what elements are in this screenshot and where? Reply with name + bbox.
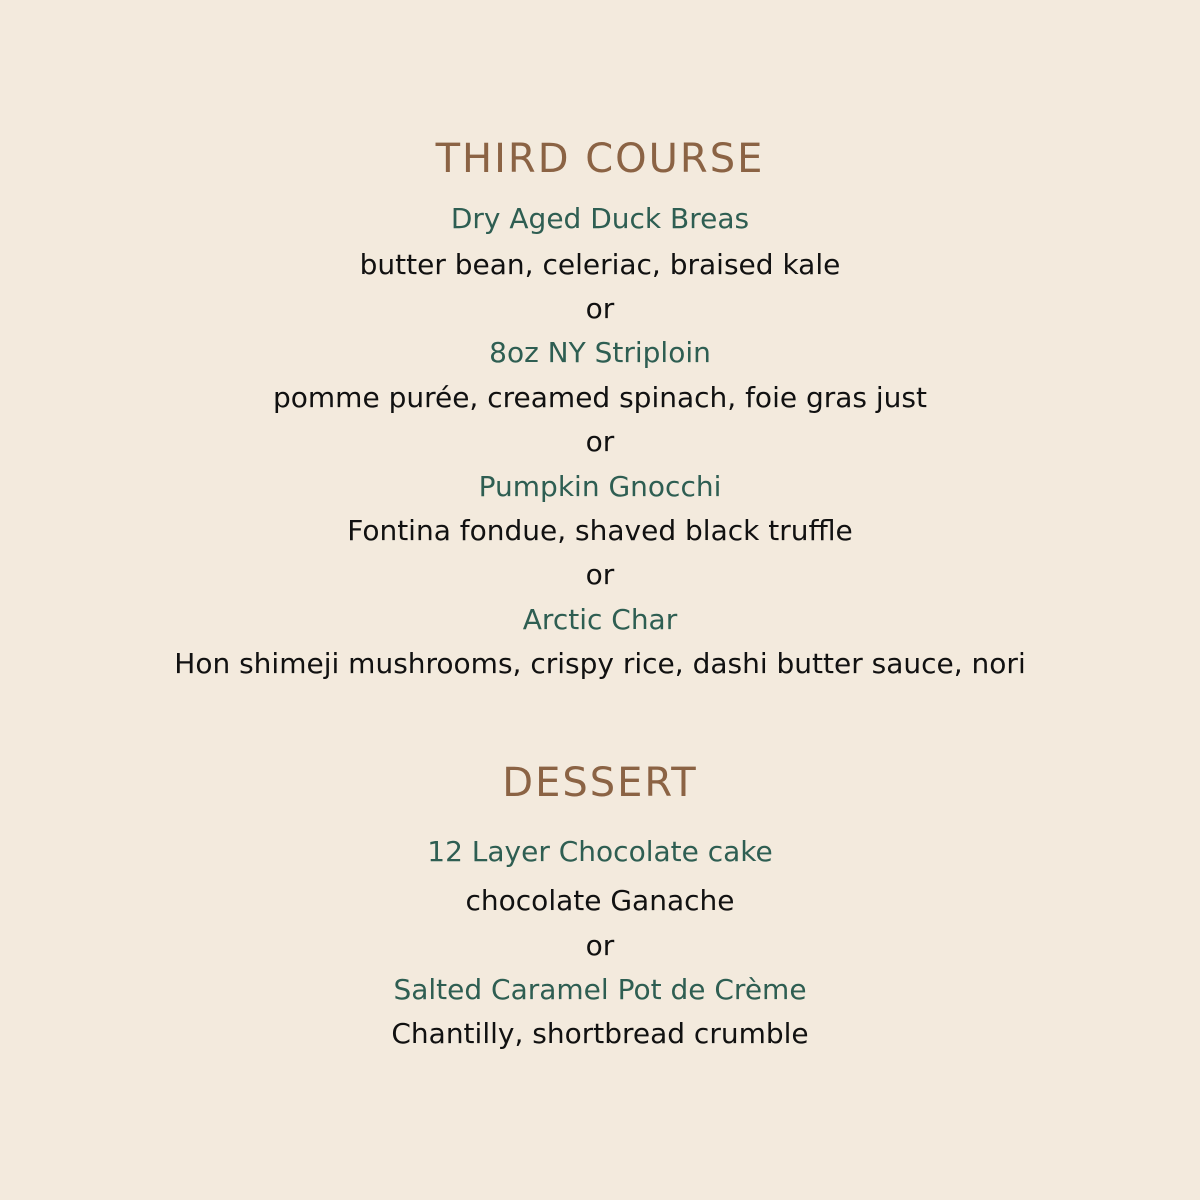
or-separator: or xyxy=(585,292,615,325)
dish-name: Arctic Char xyxy=(522,603,678,636)
dish-name: 8oz NY Striploin xyxy=(489,336,711,369)
dish-description: Fontina fondue, shaved black truffle xyxy=(347,514,853,547)
or-separator: or xyxy=(585,425,615,458)
dish-description: Hon shimeji mushrooms, crispy rice, dashi butter sauce, nori xyxy=(174,647,1026,680)
third-course-heading: THIRD COURSE xyxy=(435,136,765,182)
dish-name: Dry Aged Duck Breas xyxy=(450,202,750,235)
or-separator: or xyxy=(585,558,615,591)
dish-description: Chantilly, shortbread crumble xyxy=(391,1017,809,1050)
dish-description: chocolate Ganache xyxy=(465,884,735,917)
dish-name: Salted Caramel Pot de Crème xyxy=(393,973,807,1006)
or-separator: or xyxy=(585,929,615,962)
dish-description: pomme purée, creamed spinach, foie gras just xyxy=(272,381,927,414)
dish-description: butter bean, celeriac, braised kale xyxy=(359,248,841,281)
dessert-heading: DESSERT xyxy=(502,760,698,806)
dish-name: Pumpkin Gnocchi xyxy=(478,470,722,503)
dish-name: 12 Layer Chocolate cake xyxy=(427,835,773,868)
